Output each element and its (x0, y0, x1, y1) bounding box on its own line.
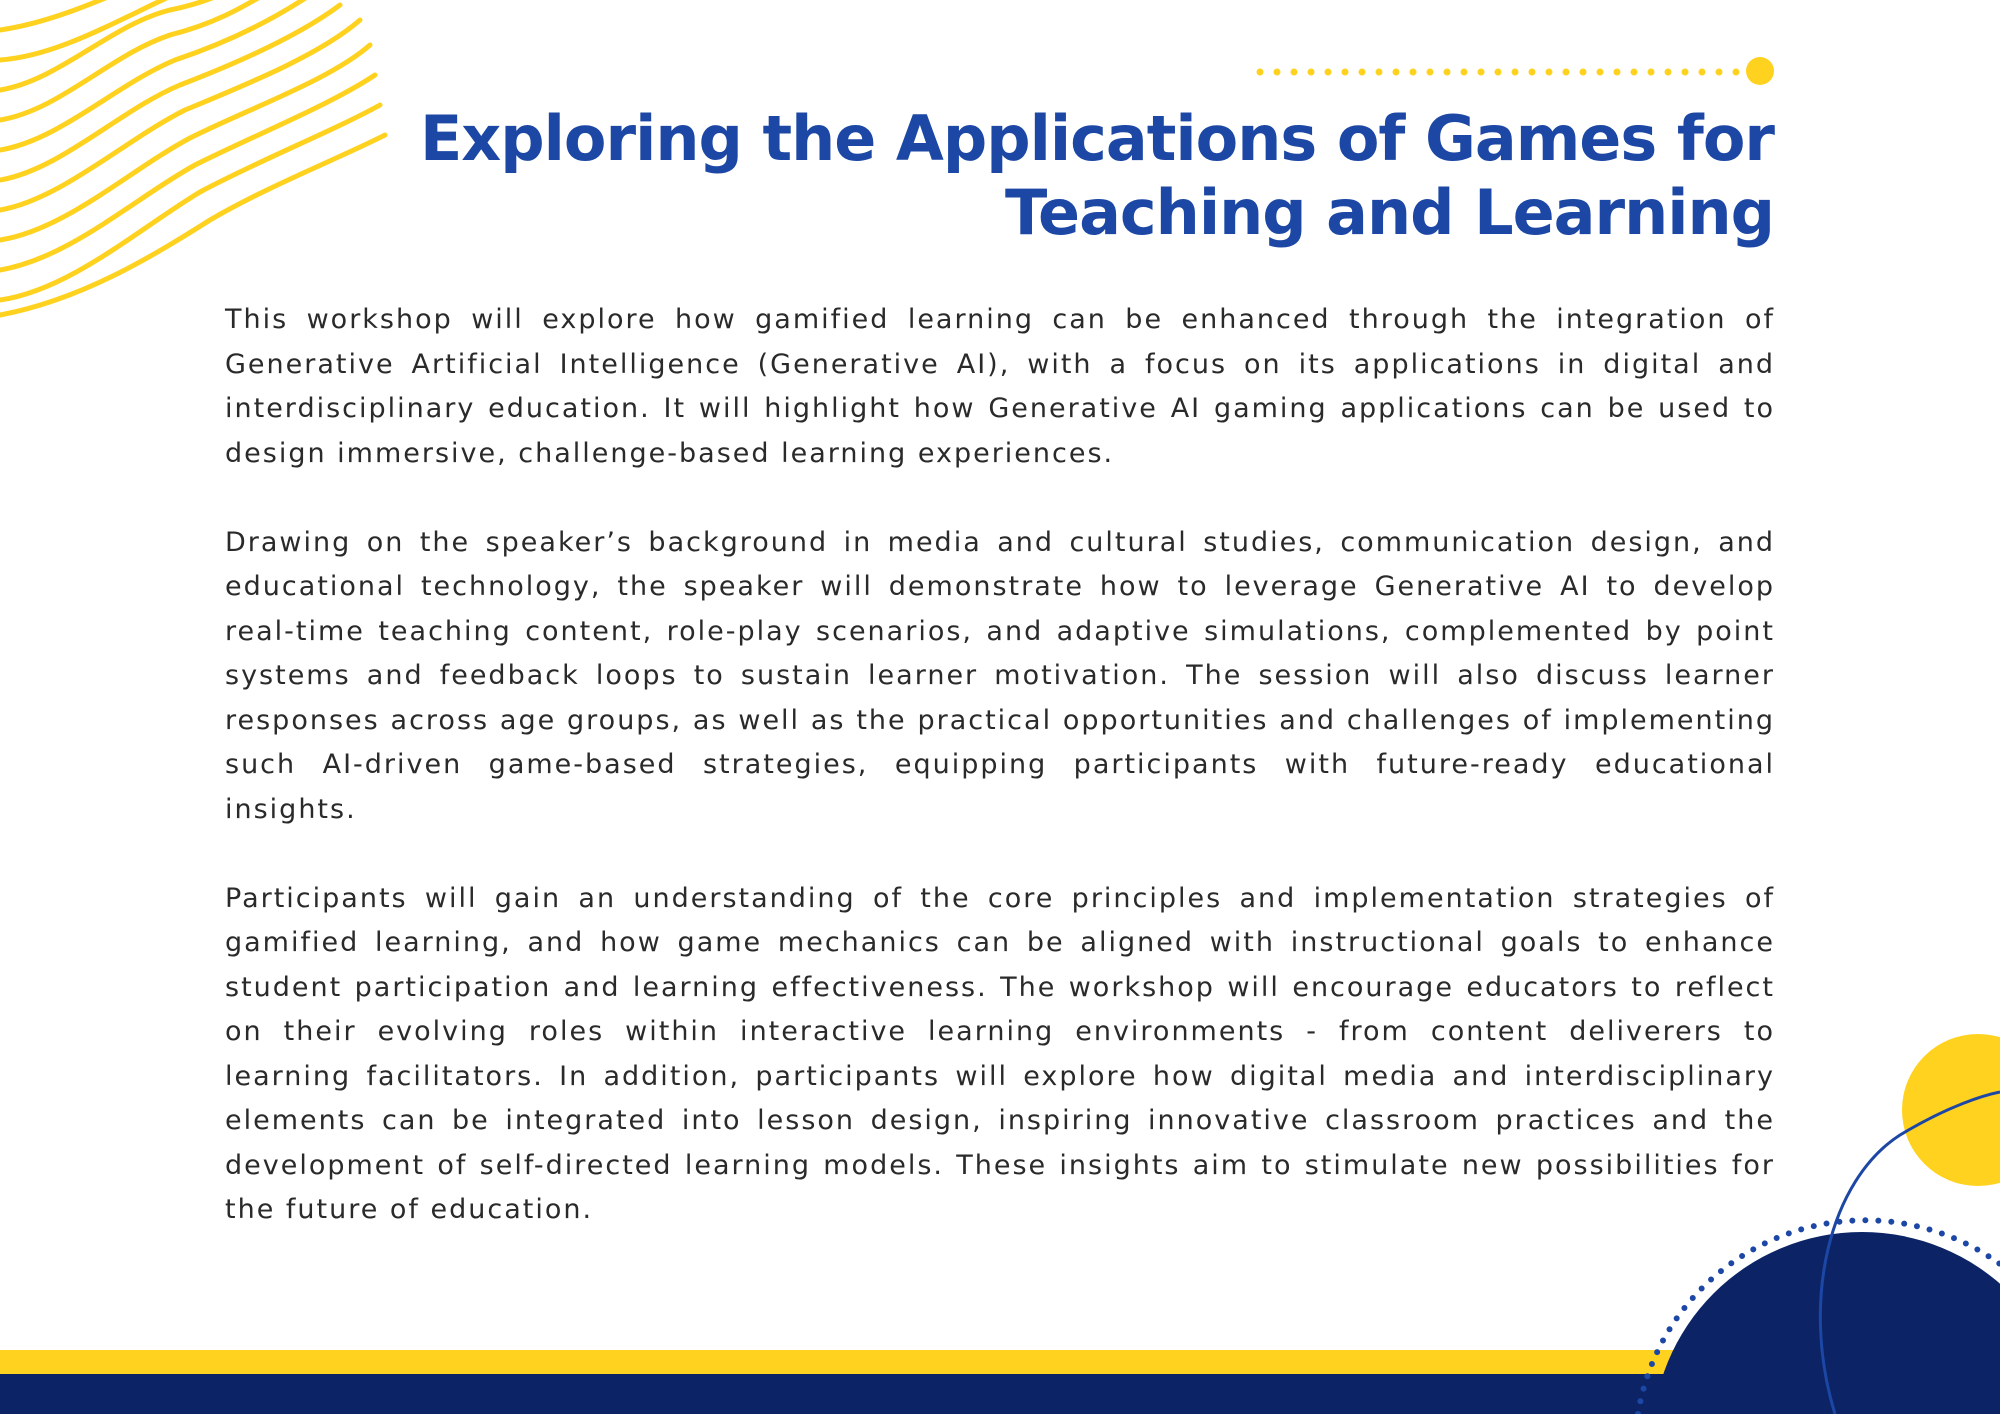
blue-arc-line-decoration (1820, 1092, 2000, 1414)
yellow-stripe (0, 1350, 2000, 1374)
dotted-arc-decoration (1638, 1220, 2000, 1414)
title-line-2: Teaching and Learning (1004, 176, 1774, 249)
yellow-circle-decoration (1902, 1034, 2000, 1186)
title-line-1: Exploring the Applications of Games for (419, 102, 1774, 175)
dotted-line-decoration (1260, 57, 1774, 85)
paragraph-intro: This workshop will explore how gamified learning can be enhanced through the integration of Generative Artificial Intelligence (Generative AI), with a focus on its applications in digital and interdisciplinary education. It will highlight how Generative AI gaming applications can be used to design immersive, challenge-based learning experiences. (225, 304, 1775, 469)
page-title (274, 102, 1774, 250)
navy-footer-band (0, 1374, 2000, 1414)
navy-circle-decoration (1652, 1232, 2000, 1414)
paragraph-speaker: Drawing on the speaker’s background in media and cultural studies, communication design, and educational technology, the speaker will demonstrate how to leverage Generative AI to develop real-time teaching content, role-play scenarios, and adaptive simulations, complemented by point systems and feedback loops to sustain learner motivation. The session will also discuss learner responses across age groups, as well as the practical opportunities and challenges of implementing such AI-driven game-based strategies, equipping participants with future-ready educational insights. (225, 526, 1775, 825)
paragraph-outcomes: Participants will gain an understanding of the core principles and implementation strategies of gamified learning, and how game mechanics can be aligned with instructional goals to enhance student participation and learning effectiveness. The workshop will encourage educators to reflect on their evolving roles within interactive learning environments - from content deliverers to learning facilitators. In addition, participants will explore how digital media and interdisciplinary elements can be integrated into lesson design, inspiring innovative classroom practices and the development of self-directed learning models. These insights aim to stimulate new possibilities for the future of education. (225, 882, 1775, 1225)
body-text (225, 298, 1775, 1233)
